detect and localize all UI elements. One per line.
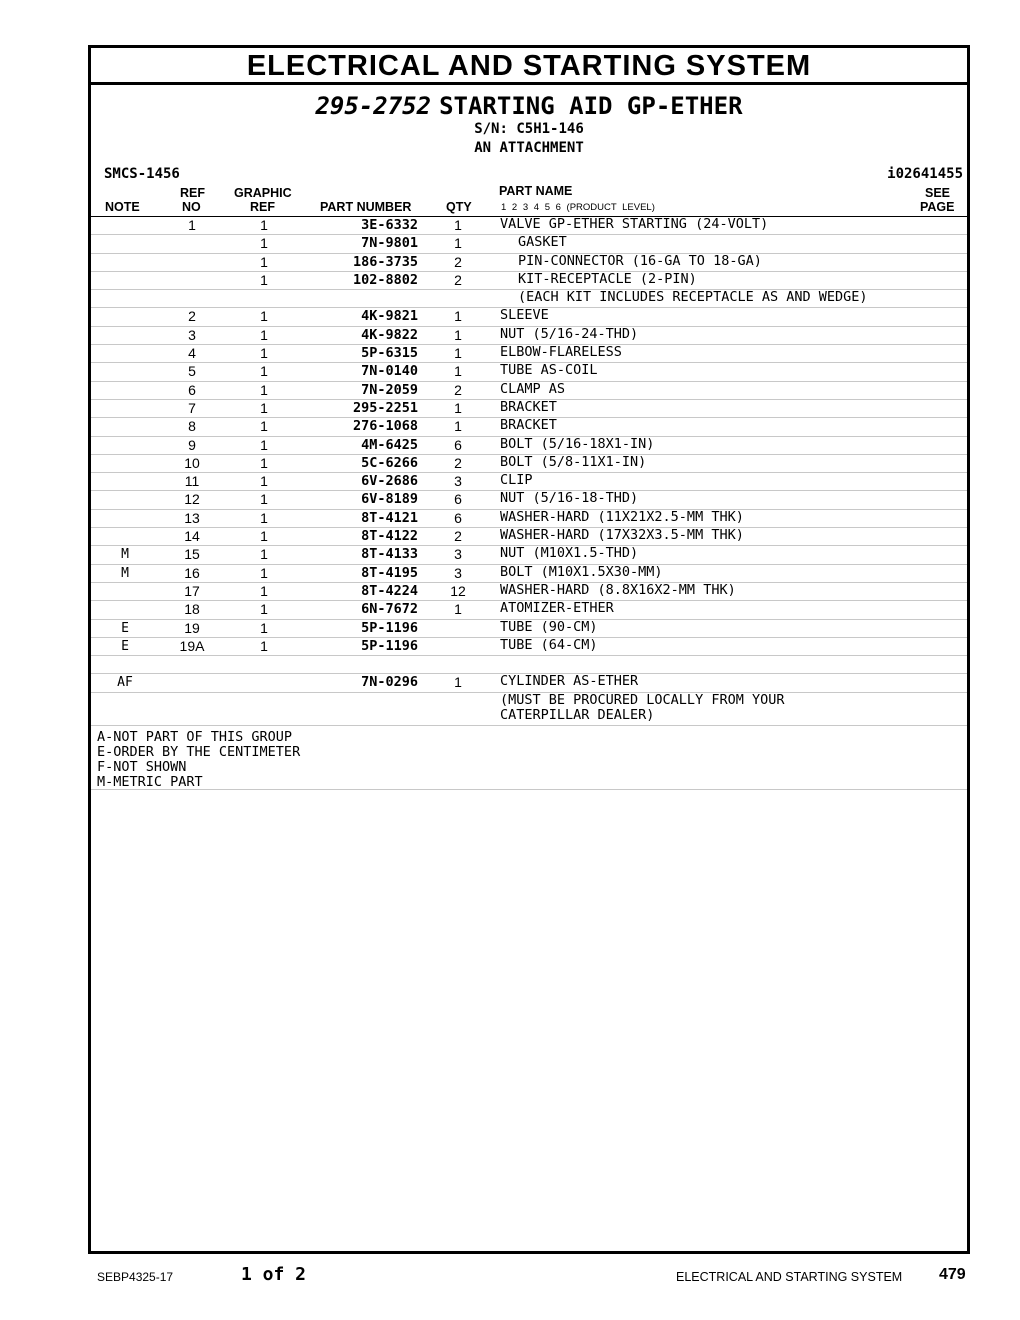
cell-ref-no: 10 [184, 454, 200, 471]
note-a: A-NOT PART OF THIS GROUP [97, 728, 293, 745]
cell-qty: 1 [454, 399, 462, 416]
table-row [91, 583, 967, 601]
table-row [91, 510, 967, 528]
cell-part-name: SLEEVE [500, 307, 549, 324]
group-note: AN ATTACHMENT [474, 140, 584, 156]
cell-ref-no: 12 [184, 491, 200, 508]
cell-qty: 6 [454, 509, 462, 526]
cell-ref-no: 11 [184, 473, 200, 490]
column-headers [91, 186, 967, 217]
cell-graphic-ref: 1 [260, 582, 268, 599]
cell-ref-no: 13 [184, 509, 200, 526]
smcs-code: SMCS-1456 [104, 166, 180, 182]
cell-graphic-ref: 1 [260, 637, 268, 654]
cell-part-name: WASHER-HARD (11X21X2.5-MM THK) [500, 508, 744, 525]
cell-part-name: (EACH KIT INCLUDES RECEPTACLE AS AND WEDGE) [518, 289, 868, 306]
header-part-name: PART NAME [499, 184, 573, 198]
publication-number: SEBP4325-17 [97, 1270, 174, 1284]
cell-part-name: WASHER-HARD (17X32X3.5-MM THK) [500, 527, 744, 544]
cell-part-name: BOLT (M10X1.5X30-MM) [500, 563, 663, 580]
page-number: 479 [939, 1266, 966, 1283]
header-qty: QTY [446, 200, 472, 214]
cell-part-number: 186-3735 [352, 253, 418, 270]
section-title: ELECTRICAL AND STARTING SYSTEM [91, 48, 967, 85]
cell-ref-no: 5 [188, 363, 196, 380]
table-row [91, 674, 967, 692]
header-graphic-line2: REF [250, 200, 275, 214]
table-row [91, 546, 967, 564]
cell-qty: 1 [454, 601, 462, 618]
table-row [91, 601, 967, 619]
cell-part-name: (MUST BE PROCURED LOCALLY FROM YOUR CATERPILLAR DEALER) [500, 691, 785, 723]
cell-part-name: VALVE GP-ETHER STARTING (24-VOLT) [500, 216, 769, 232]
cell-part-name: NUT (M10X1.5-THD) [500, 545, 639, 562]
table-row [91, 400, 967, 418]
parts-page-frame [88, 45, 970, 1254]
cell-graphic-ref: 1 [260, 399, 268, 416]
cell-note: M [121, 547, 129, 563]
header-see-line1: SEE [925, 186, 951, 200]
header-note: NOTE [105, 200, 140, 214]
cell-qty: 1 [454, 363, 462, 380]
note-f: F-NOT SHOWN [97, 758, 187, 775]
cell-part-number: 6V-2686 [361, 473, 418, 490]
cell-graphic-ref: 1 [260, 528, 268, 545]
cell-graphic-ref: 1 [260, 491, 268, 508]
cell-graphic-ref: 1 [260, 619, 268, 636]
cell-part-name: CLAMP AS [500, 380, 566, 397]
cell-graphic-ref: 1 [260, 253, 268, 270]
cell-part-name: PIN-CONNECTOR (16-GA TO 18-GA) [518, 252, 762, 269]
table-row [91, 217, 967, 235]
cell-part-number: 8T-4121 [361, 509, 418, 526]
cell-graphic-ref: 1 [260, 217, 268, 233]
cell-part-number: 102-8802 [352, 271, 418, 288]
serial-number: S/N: C5H1-146 [474, 121, 584, 137]
page-footer [0, 1264, 1020, 1288]
cell-qty: 1 [454, 217, 462, 233]
table-row [91, 455, 967, 473]
cell-part-number: 6N-7672 [361, 601, 418, 618]
cell-ref-no: 3 [188, 326, 196, 343]
cell-part-number: 8T-4195 [361, 564, 418, 581]
table-row [91, 620, 967, 638]
cell-part-number: 6V-8189 [361, 491, 418, 508]
cell-qty: 12 [450, 582, 466, 599]
note-e: E-ORDER BY THE CENTIMETER [97, 743, 301, 760]
cell-part-number: 8T-4224 [361, 582, 418, 599]
cell-graphic-ref: 1 [260, 308, 268, 325]
cell-qty: 2 [454, 528, 462, 545]
table-row [91, 473, 967, 491]
cell-ref-no: 2 [188, 308, 196, 325]
cell-qty: 6 [454, 491, 462, 508]
cell-ref-no: 18 [184, 601, 200, 618]
cell-part-name: NUT (5/16-18-THD) [500, 490, 639, 507]
cell-ref-no: 17 [184, 582, 200, 599]
cell-part-name: ELBOW-FLARELESS [500, 344, 622, 361]
table-row [91, 437, 967, 455]
cell-qty: 3 [454, 564, 462, 581]
header-part-number: PART NUMBER [320, 200, 412, 214]
cell-part-number: 276-1068 [352, 418, 418, 435]
table-row [91, 235, 967, 253]
cell-qty: 1 [454, 326, 462, 343]
cell-part-name: TUBE (64-CM) [500, 636, 598, 653]
table-row [91, 290, 967, 308]
header-ref-line2: NO [182, 200, 201, 214]
note-m: M-METRIC PART [97, 773, 203, 790]
header-see-line2: PAGE [920, 200, 955, 214]
cell-graphic-ref: 1 [260, 235, 268, 252]
table-row [91, 254, 967, 272]
cell-part-name: KIT-RECEPTACLE (2-PIN) [518, 270, 697, 287]
table-row [91, 491, 967, 509]
table-row [91, 382, 967, 400]
table-row [91, 693, 967, 726]
cell-graphic-ref: 1 [260, 381, 268, 398]
cell-graphic-ref: 1 [260, 363, 268, 380]
cell-part-name: ATOMIZER-ETHER [500, 600, 614, 617]
table-row [91, 363, 967, 381]
cell-graphic-ref: 1 [260, 546, 268, 563]
cell-graphic-ref: 1 [260, 509, 268, 526]
cell-part-number: 5C-6266 [361, 454, 418, 471]
cell-graphic-ref: 1 [260, 326, 268, 343]
table-row [91, 528, 967, 546]
cell-part-number: 5P-1196 [361, 619, 418, 636]
cell-ref-no: 7 [188, 399, 196, 416]
cell-part-name: WASHER-HARD (8.8X16X2-MM THK) [500, 581, 736, 598]
cell-qty: 1 [454, 235, 462, 252]
info-number: i02641455 [887, 166, 963, 182]
table-row [91, 638, 967, 656]
cell-qty: 2 [454, 454, 462, 471]
table-row [91, 272, 967, 290]
cell-part-number: 8T-4122 [361, 528, 418, 545]
cell-part-number: 5P-1196 [361, 637, 418, 654]
cell-qty: 2 [454, 381, 462, 398]
group-header [91, 92, 967, 158]
cell-qty: 1 [454, 674, 462, 691]
cell-part-number: 7N-0296 [361, 674, 418, 691]
cell-ref-no: 19 [184, 619, 200, 636]
cell-graphic-ref: 1 [260, 601, 268, 618]
header-product-levels: 1 2 3 4 5 6 (PRODUCT LEVEL) [501, 202, 655, 213]
cell-qty: 3 [454, 546, 462, 563]
cell-note: E [121, 638, 129, 654]
cell-part-number: 295-2251 [352, 399, 418, 416]
table-row [91, 345, 967, 363]
cell-ref-no: 16 [184, 564, 200, 581]
cell-part-number: 3E-6332 [361, 217, 418, 233]
cell-ref-no: 14 [184, 528, 200, 545]
footer-section-title: ELECTRICAL AND STARTING SYSTEM [676, 1270, 903, 1284]
cell-ref-no: 1 [188, 217, 196, 233]
cell-qty: 1 [454, 345, 462, 362]
cell-ref-no: 6 [188, 381, 196, 398]
header-graphic-line1: GRAPHIC [234, 186, 292, 200]
cell-note: E [121, 620, 129, 636]
cell-ref-no: 4 [188, 345, 196, 362]
cell-graphic-ref: 1 [260, 345, 268, 362]
cell-note: AF [117, 675, 133, 691]
cell-qty: 2 [454, 253, 462, 270]
group-name: STARTING AID GP-ETHER [439, 92, 743, 120]
cell-graphic-ref: 1 [260, 436, 268, 453]
cell-graphic-ref: 1 [260, 271, 268, 288]
cell-graphic-ref: 1 [260, 454, 268, 471]
cell-graphic-ref: 1 [260, 418, 268, 435]
group-number: 295-2752 [315, 92, 432, 120]
notes-legend [91, 726, 967, 790]
cell-part-number: 8T-4133 [361, 546, 418, 563]
parts-table [91, 217, 967, 726]
table-row [91, 308, 967, 326]
group-title [91, 92, 967, 120]
cell-part-name: GASKET [518, 234, 567, 251]
cell-part-number: 4K-9822 [361, 326, 418, 343]
cell-part-name: BRACKET [500, 417, 557, 434]
cell-graphic-ref: 1 [260, 473, 268, 490]
table-row [91, 418, 967, 436]
cell-qty: 1 [454, 308, 462, 325]
cell-part-number: 4K-9821 [361, 308, 418, 325]
cell-ref-no: 9 [188, 436, 196, 453]
cell-part-name: CYLINDER AS-ETHER [500, 673, 639, 690]
header-ref-line1: REF [180, 186, 205, 200]
cell-graphic-ref: 1 [260, 564, 268, 581]
cell-ref-no: 8 [188, 418, 196, 435]
cell-ref-no: 15 [184, 546, 200, 563]
cell-part-name: BOLT (5/16-18X1-IN) [500, 435, 655, 452]
cell-part-name: TUBE (90-CM) [500, 618, 598, 635]
code-row [91, 164, 967, 186]
cell-part-name: TUBE AS-COIL [500, 362, 598, 379]
page-of-count: 1 of 2 [241, 1264, 307, 1285]
cell-qty: 6 [454, 436, 462, 453]
cell-part-name: NUT (5/16-24-THD) [500, 325, 639, 342]
cell-note: M [121, 565, 129, 581]
cell-part-name: BOLT (5/8-11X1-IN) [500, 453, 647, 470]
cell-qty: 3 [454, 473, 462, 490]
cell-part-number: 4M-6425 [361, 436, 418, 453]
cell-ref-no: 19A [179, 637, 205, 654]
cell-part-number: 7N-0140 [361, 363, 418, 380]
cell-part-number: 5P-6315 [361, 345, 418, 362]
cell-qty: 1 [454, 418, 462, 435]
cell-part-number: 7N-9801 [361, 235, 418, 252]
table-row [91, 656, 967, 674]
cell-part-number: 7N-2059 [361, 381, 418, 398]
cell-qty: 2 [454, 271, 462, 288]
table-row [91, 565, 967, 583]
cell-part-name: CLIP [500, 472, 533, 489]
cell-part-name: BRACKET [500, 398, 557, 415]
table-row [91, 327, 967, 345]
